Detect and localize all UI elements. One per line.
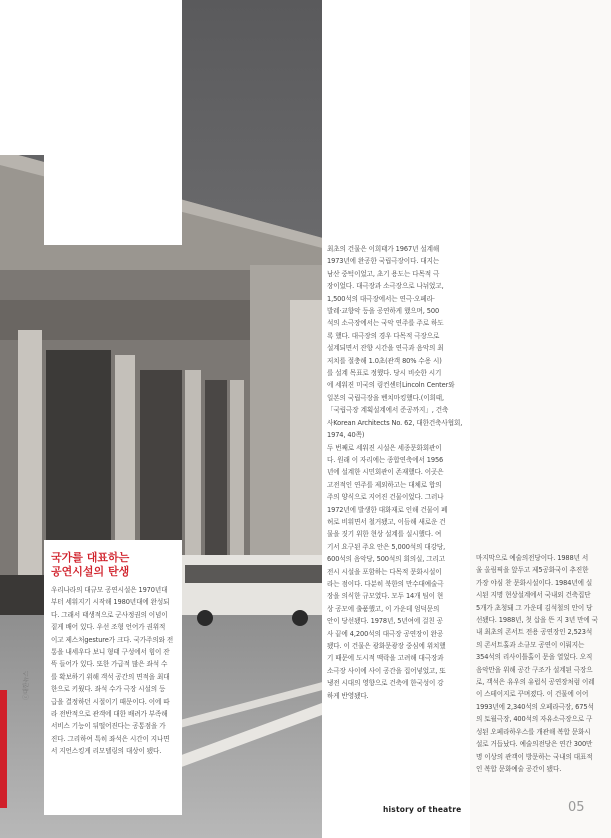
photo-credit: ⓒ대한뉴스 <box>23 670 30 700</box>
panel-col1-top <box>44 0 182 245</box>
accent-bar <box>0 690 7 808</box>
panel-left <box>0 0 44 155</box>
footer-title: history of theatre <box>383 805 462 814</box>
column-3-text: 마지막으로 예술의전당이다. 1988년 서 울 올림픽을 앞두고 제5공화국이 추진한 가장 야심 찬 문화시설이다. 1984년에 실 시된 지명 현상설계에서 국내외 건축집단 5개가 초청돼 그 가운데 김석철의 안이 당 선됐다. 1988년, 첫 삽을 뜬 지 3년 만에 국 내 최초의 콘서트 전용 공연장인 2,523석 의 콘서트홀과 소규모 공연이 이뤄지는 354석의 리사이틀홀이 문을 열었다. 오직 음악만을 위해 공간 구조가 설계된 극장으 로, 객석은 유우의 유럽식 공연장처럼 이레 이 스테이지로 꾸며졌다. 이 건물에 이어 1993년에 2,340석의 오페라극장, 675석 의 토월극장, 400석의 자유소극장으로 구 성된 오페라하우스를 개관해 복합 문화시 설로 거듭났다. 예술의전당은 연간 300만 명 이상의 관객이 방문하는 국내의 대표적 인 복합 문화예술 공간이 됐다. <box>476 554 598 773</box>
section-heading: 국가를 대표하는 공연시설의 탄생 <box>51 551 130 578</box>
page-number: 05 <box>568 800 585 815</box>
column-2-text: 최초의 건물은 이희태가 1967년 설계해 1973년에 완공한 국립극장이다. 대지는 남산 중턱이었고, 초기 용도는 다목적 극 장이었다. 대극장과 소극장으로 나뉘었고, 1,500석의 대극장에서는 연극·오페라· 발레·교향악 등을 공연하게 했으며, 500 석의 소극장에서는 국악 연주를 주로 하도 록 했다. 대극장의 경우 다목적 극장으로 설계되면서 잔향 시간을 연극과 음악의 최 저치를 절충해 1.0초(관객 80% 수용 시) 를 설계 목표로 정했다. 당시 비슷한 시기 에 세워진 미국의 링컨센터Lincoln Center와 일본의 국립극장을 벤치마킹했다.(이희태, 「국립극장 계획설계에서 준공까지」, 건축 사Korean Architects No. 62, 대한건축사협회, 1974, 40쪽) 두 번째로 세워진 시설은 세종문화회관이 다. 원래 이 자리에는 종합연축에서 1956 년에 설계한 시민회관이 존재했다. 이곳은 고전적인 연주를 제외하고는 대체로 합의 주의 양식으로 지어진 건물이었다. 그러나 1972년에 발생한 대화재로 인해 건물이 폐 허로 비워면서 철거됐고, 이듬해 새로운 건 물을 짓기 위한 현상 설계를 실시했다. 여 기서 요구된 주요 안은 5,000석의 대강당, 600석의 음악당, 500석의 회의실, 그리고 전시 시설을 포함하는 다목적 문화시설이 라는 점이다. 다분히 북한의 만수대예술극 장을 의식한 규모였다. 모두 14개 팀이 현 상 공모에 출품했고, 이 가운데 엄덕문의 안이 당선됐다. 1978년, 5년여에 걸친 공 사 끝에 4,200석의 대극장 공연장이 완공 됐다. 이 건물은 광화문광장 중심에 위치했 기 때문에 도시적 맥락을 고려해 대극장과 소극장 사이에 사이 공간을 집어넣었고, 또 냉전 시대의 영향으로 건축에 한국성이 강 하게 반영됐다. <box>327 245 463 700</box>
column-1-text: 우리나라의 대규모 공연시설은 1970년대 부터 세워지기 시작해 1980년대에 완성되 다. 그래서 태생적으로 군사정권의 이념이 짙게 배어 있다. 우선 조형 언어가 권위적 이고 제스처gesture가 크다. 국가주의와 전 통을 내세우다 보니 형태 구성에서 힘이 잔 뜩 들어가 있다. 또한 가급적 많은 좌석 수 를 확보하기 위해 객석 공간의 면적을 최대 한으로 키웠다. 좌석 수가 극장 시설의 등 급을 결정하던 시절이기 때문이다. 이에 따 라 전반적으로 관객에 대한 배려가 부족해 서비스 기능이 뒤떨어진다는 공통점을 가 진다. 그리하여 특히 좌석은 시간이 지나면 서 지언스킹게 리모델링의 대상이 됐다. <box>51 586 174 756</box>
